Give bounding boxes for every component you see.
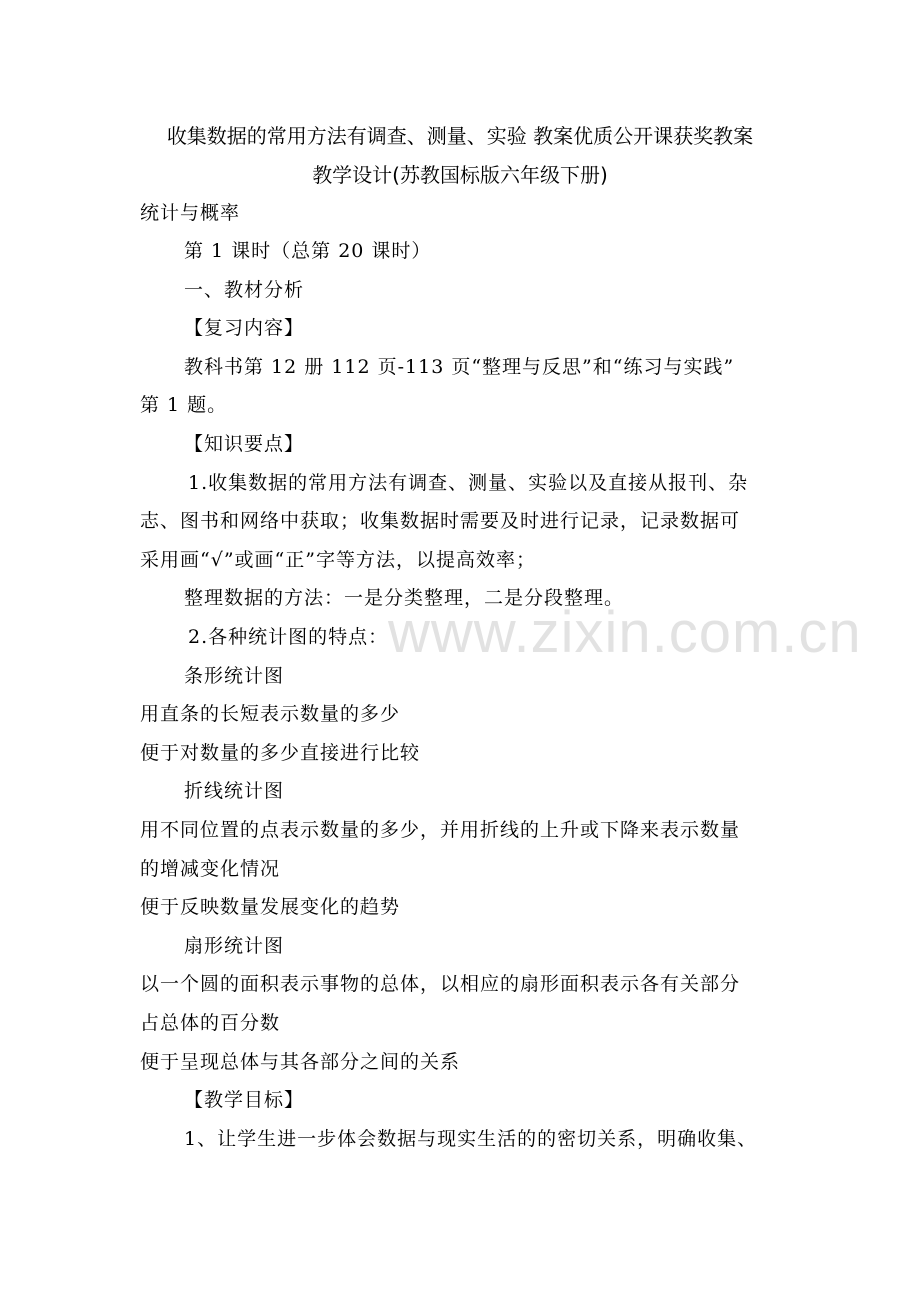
paragraph-line: 用直条的长短表示数量的多少	[140, 703, 401, 725]
paragraph-line: 第 1 题。	[140, 394, 228, 416]
paragraph-line: 占总体的百分数	[140, 1012, 281, 1034]
document-title-line-1: 收集数据的常用方法有调查、测量、实验 教案优质公开课获奖教案	[166, 124, 754, 148]
paragraph-line: 教科书第 12 册 112 页-113 页“整理与反思”和“练习与实践”	[184, 356, 735, 378]
paragraph-line: 1.收集数据的常用方法有调查、测量、实验以及直接从报刊、杂	[188, 472, 749, 494]
paragraph-line: 志、图书和网络中获取；收集数据时需要及时进行记录，记录数据可	[140, 510, 741, 532]
paragraph-line: 便于反映数量发展变化的趋势	[140, 896, 401, 918]
document-title-line-2: 教学设计(苏教国标版六年级下册)	[312, 163, 608, 187]
review-content-heading: 【复习内容】	[184, 317, 305, 339]
paragraph-line: 以一个圆的面积表示事物的总体，以相应的扇形面积表示各有关部分	[140, 973, 741, 995]
chart-type-heading: 条形统计图	[184, 665, 285, 687]
paragraph-line: 采用画“√”或画“正”字等方法，以提高效率；	[140, 549, 536, 571]
paragraph-line: 2.各种统计图的特点：	[188, 626, 389, 648]
chart-type-heading: 扇形统计图	[184, 935, 285, 957]
section-heading: 统计与概率	[140, 202, 241, 224]
paragraph-line: 用不同位置的点表示数量的多少，并用折线的上升或下降来表示数量	[140, 819, 741, 841]
chart-type-heading: 折线统计图	[184, 780, 285, 802]
lesson-number: 第 1 课时（总第 20 课时）	[184, 240, 432, 262]
paragraph-line: 便于呈现总体与其各部分之间的关系	[140, 1051, 461, 1073]
paragraph-line: 的增减变化情况	[140, 858, 281, 880]
paragraph-line: 整理数据的方法：一是分类整理，二是分段整理。	[184, 587, 625, 609]
subsection-heading: 一、教材分析	[184, 279, 305, 301]
teaching-goals-heading: 【教学目标】	[184, 1089, 305, 1111]
knowledge-points-heading: 【知识要点】	[184, 433, 305, 455]
paragraph-line: 1、让学生进一步体会数据与现实生活的的密切关系，明确收集、	[184, 1128, 758, 1150]
paragraph-line: 便于对数量的多少直接进行比较	[140, 742, 421, 764]
watermark: www.zixin.com.cn	[388, 600, 862, 665]
